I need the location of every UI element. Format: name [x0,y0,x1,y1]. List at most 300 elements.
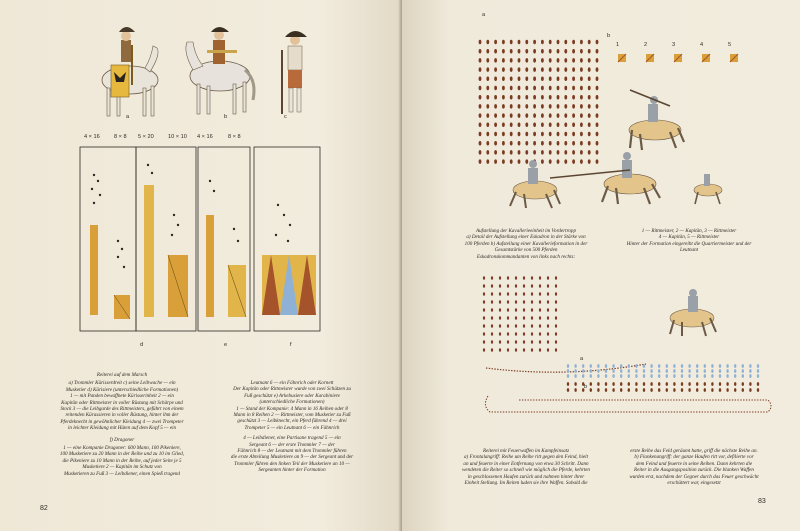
unit-mark [531,324,533,328]
unit-mark [494,58,497,62]
unit-mark [502,49,505,53]
unit-mark [502,67,505,71]
unit-mark [574,382,576,386]
caption-line: b) Flankenangriff: der ganze Haufen ritt vor, defilierte vor [634,454,754,461]
unit-mark [486,40,489,44]
formation-column [228,265,246,317]
caption-line: (unterschiedliche Formationen) [259,399,325,406]
unit-mark [567,382,569,386]
unit-mark [555,340,557,344]
unit-mark [555,284,557,288]
unit-mark [628,364,630,368]
unit-mark [658,388,660,392]
unit-mark [539,316,541,320]
unit-mark [681,388,683,392]
officer-number: 4 [700,42,704,48]
unit-mark [555,300,557,304]
fig-label-a-top: a [482,12,486,18]
unit-mark [564,67,567,71]
caption-line: Sergeant 6 — der erste Trommler 7 — der [249,441,335,448]
caption-line: Trompeter 5 — ein Leutnant 6 — ein Fähnrich [244,424,340,431]
unit-mark [491,300,493,304]
fig-label-a: a [126,114,130,120]
caption-line: Trommler führen den linken Teil der Musketiere an 10 — [234,460,350,467]
unit-mark [588,67,591,71]
unit-mark [605,364,607,368]
unit-mark [507,276,509,280]
caption-cavalry-march [42,372,202,477]
unit-mark [479,58,482,62]
unit-mark [507,308,509,312]
unit-mark [590,374,592,378]
fig-label-e: e [224,342,228,348]
unit-mark [547,316,549,320]
unit-mark [734,388,736,392]
caption-line: die Pikeniere zu 10 Mann in der Reihe, auf jeder Seite je 5 [62,457,182,464]
unit-mark [494,67,497,71]
unit-mark [499,276,501,280]
unit-mark [486,49,489,53]
unit-mark [757,382,759,386]
unit-mark [515,332,517,336]
unit-mark [499,284,501,288]
unit-mark [549,58,552,62]
unit-mark [510,58,513,62]
unit-mark [734,382,736,386]
illustration-pistol-rider [664,288,720,338]
illustration-riders [95,10,325,128]
unit-mark [597,364,599,368]
unit-mark [515,316,517,320]
unit-mark [531,332,533,336]
unit-mark [612,374,614,378]
unit-mark [726,382,728,386]
unit-mark [539,308,541,312]
caption-officers [614,228,764,254]
unit-mark [650,369,652,373]
unit-mark [605,374,607,378]
unit-mark [650,388,652,392]
unit-mark [499,292,501,296]
unit-mark [757,388,759,392]
unit-mark [681,364,683,368]
unit-mark [564,58,567,62]
unit-mark [635,369,637,373]
caption-line: Fähnrich 8 — der Leutnant mit dem Trommler führen [237,448,347,455]
unit-mark [734,369,736,373]
unit-mark [612,382,614,386]
unit-mark [658,364,660,368]
unit-mark [483,324,485,328]
unit-mark [658,374,660,378]
unit-mark [590,382,592,386]
unit-mark [531,292,533,296]
unit-mark [547,276,549,280]
unit-mark [523,308,525,312]
unit-mark [572,40,575,44]
unit-mark [531,340,533,344]
unit-mark [567,388,569,392]
unit-mark [597,374,599,378]
unit-mark [479,40,482,44]
unit-mark [711,382,713,386]
unit-mark [491,292,493,296]
unit-mark [539,284,541,288]
caption-cavalry-formation [446,228,606,260]
unit-mark [605,382,607,386]
unit-mark [666,382,668,386]
formation-size: 8 × 8 [114,134,127,140]
unit-mark [597,369,599,373]
unit-mark [612,364,614,368]
unit-mark [523,284,525,288]
unit-mark [574,364,576,368]
unit-mark [531,316,533,320]
unit-mark [666,369,668,373]
caption-line: a) Trommler Kürisserdreit c) seine Leibwache — ein [68,380,176,387]
unit-mark [704,388,706,392]
unit-mark [541,58,544,62]
knight-figure [550,152,660,204]
caption-line: 1 — eine Kompanie Dragoner: 600 Mann, 100 Pikeniere, [63,445,181,452]
caption-line: 100 Pferden b) Aufstellung einer Kavallerieformation in der [464,240,588,247]
unit-mark [742,364,744,368]
unit-mark [719,382,721,386]
unit-mark [696,374,698,378]
unit-mark [590,369,592,373]
unit-mark [483,284,485,288]
rider-b-figure [186,27,254,114]
caption-line: Aufstellung der Kavallerieeinheit im Vordertropp [475,228,577,234]
unit-mark [726,374,728,378]
unit-mark [549,40,552,44]
caption-line: 4 — Leibdiener, eine Partisane tragend 5 — ein [243,435,341,442]
unit-mark [696,388,698,392]
unit-mark [726,369,728,373]
caption-line: Reiter in die Ausgangsposition zurück. Die blanken Waffen [634,467,754,474]
unit-mark [757,369,759,373]
unit-mark [757,374,759,378]
unit-mark [557,67,560,71]
unit-mark [580,58,583,62]
unit-mark [704,364,706,368]
unit-mark [547,332,549,336]
unit-mark [658,382,660,386]
unit-mark [567,364,569,368]
unit-mark [666,374,668,378]
unit-mark [525,58,528,62]
caption-line: Stock 3 — die Leibgarde des Rittmeisters, geführt von einem [60,406,184,413]
caption-line: an und feuerte in einer Entfernung von etwa 30 Schritt. Dann [463,460,589,467]
knight-figure [510,160,560,208]
unit-mark [734,374,736,378]
unit-mark [533,58,536,62]
unit-mark [588,49,591,53]
unit-mark [539,300,541,304]
caption-line: in geschlossenen Haufen zurück und nahmen hinter ihrer [467,473,585,480]
unit-mark [612,369,614,373]
unit-mark [533,67,536,71]
unit-mark [557,58,560,62]
unit-mark [491,316,493,320]
caption-line: Gesamtstärke von 500 Pferden [494,247,558,254]
unit-mark [719,374,721,378]
caption-title: f) Dragoner [109,436,135,443]
caption-line: Mann in 8 Reihen 2 — Rittmeister, vom Musketier zu Fuß [233,412,351,419]
unit-mark [572,67,575,71]
unit-mark [515,284,517,288]
unit-mark [666,364,668,368]
officer-flag [618,54,626,62]
unit-mark [620,388,622,392]
unit-mark [539,292,541,296]
unit-mark [541,67,544,71]
unit-mark [547,308,549,312]
unit-mark [491,284,493,288]
unit-mark [533,49,536,53]
unit-mark [673,374,675,378]
unit-mark [673,382,675,386]
officer-number: 2 [644,42,648,48]
unit-mark [711,388,713,392]
unit-mark [518,67,521,71]
unit-mark [483,308,485,312]
unit-mark [515,276,517,280]
unit-mark [523,324,525,328]
unit-mark [572,58,575,62]
unit-mark [483,300,485,304]
formation-size: 8 × 8 [228,134,241,140]
caption-cavalry-continued [212,380,372,474]
unit-mark [650,364,652,368]
unit-mark [483,332,485,336]
unit-mark [494,40,497,44]
unit-mark [555,308,557,312]
unit-mark [726,388,728,392]
unit-mark [507,340,509,344]
formation-column [168,255,188,317]
unit-mark [499,324,501,328]
unit-mark [539,324,541,328]
unit-mark [605,369,607,373]
unit-mark [628,388,630,392]
unit-mark [483,340,485,344]
unit-mark [499,340,501,344]
caption-line: Eskadronskommandanten von links nach rechts: [476,253,576,260]
unit-mark [719,364,721,368]
caption-line: a) Frontalangriff: Reihe um Reihe ritt gegen den Feind, hielt [463,454,588,461]
unit-mark [726,364,728,368]
page-number-right: 83 [758,498,766,505]
caption-line: 1 — Stand der Kompanie: 4 Mann in 16 Reihen oder 8 [236,405,348,412]
unit-mark [742,374,744,378]
unit-mark [549,49,552,53]
fig-label-d: d [140,342,144,348]
unit-mark [704,369,706,373]
unit-mark [479,67,482,71]
unit-mark [749,369,751,373]
caption-fire-right [614,448,774,486]
unit-mark [507,284,509,288]
unit-mark [628,374,630,378]
caption-line: Leutnant 6 — ein Fähnrich oder Kornett [250,380,334,386]
unit-mark [507,332,509,336]
unit-mark [507,348,509,352]
unit-mark [499,332,501,336]
officer-number: 1 [616,42,620,48]
caption-line: Kapitän oder Rittmeister in voller Rüstung mit Schärpe und [61,399,183,406]
unit-mark [596,58,599,62]
unit-mark [564,49,567,53]
unit-mark [557,40,560,44]
unit-mark [757,364,759,368]
unit-mark [483,276,485,280]
unit-mark [491,340,493,344]
unit-mark [673,388,675,392]
unit-mark [704,374,706,378]
caption-line: Pferdeknecht in gewöhnlicher Kleidung 4 — zwei Trompeter [60,418,184,425]
caption-line: Einheit Stellung. Im Reiten luden sie ihre Waffen. Sobald die [464,480,588,487]
caption-line: wendeten die Reiter so schnell wie möglich die Pferde, kehrten [462,467,590,474]
unit-mark [486,58,489,62]
officer-flag [730,54,738,62]
unit-mark [749,388,751,392]
unit-mark [596,67,599,71]
unit-mark [491,276,493,280]
unit-mark [510,40,513,44]
unit-mark [711,364,713,368]
officer-flag [702,54,710,62]
caption-line: geschützt 3 — Leibknecht, ein Pferd führend 4 — drei [237,418,347,425]
caption-line: wurden erst, nachdem der Gegner durch das Feuer geschwächt [629,473,759,480]
caption-line: Sergeanten hinter der Formation [258,467,326,474]
caption-line: in leichter Kleidung mit Hüten auf dem Kopf 5 — ein [67,425,177,432]
unit-mark [643,382,645,386]
rider-a-figure [102,27,158,116]
illustration-knights [480,80,730,220]
unit-mark [704,382,706,386]
unit-mark [518,49,521,53]
unit-mark [515,348,517,352]
unit-mark [502,40,505,44]
unit-mark [518,40,521,44]
caption-line: Reiterei mit Feuerwaffen im Kampfeinsatz [482,448,570,454]
unit-mark [547,292,549,296]
unit-mark [742,382,744,386]
unit-mark [555,324,557,328]
fig-label-f: f [290,342,292,348]
unit-mark [523,348,525,352]
unit-mark [491,332,493,336]
caption-line: a) Detail der Aufstellung einer Eskadron in der Stärke von [466,234,586,241]
officer-flags [612,36,762,70]
unit-mark [711,374,713,378]
unit-mark [541,49,544,53]
musketeer-c-figure [281,31,307,114]
fig-label-b-bottom: b [584,384,588,390]
caption-line: Leutnant [679,247,699,254]
unit-mark [734,364,736,368]
unit-mark [749,374,751,378]
unit-mark [635,382,637,386]
unit-mark [564,40,567,44]
caption-line: die erste Abteilung Musketiere an 9 — der Sergeant und der [230,454,354,461]
unit-mark [547,284,549,288]
unit-mark [523,332,525,336]
unit-mark [494,49,497,53]
unit-mark [673,364,675,368]
knight-figure [629,90,684,150]
unit-mark [688,388,690,392]
fig-label-b-top: b [607,33,611,39]
unit-mark [580,49,583,53]
unit-mark [491,308,493,312]
caption-line: reitenden Kürassieren in voller Rüstung, hinter ihm der [65,412,179,419]
unit-mark [574,369,576,373]
unit-mark [539,340,541,344]
unit-mark [749,382,751,386]
unit-mark [574,388,576,392]
unit-mark [643,388,645,392]
unit-mark [518,58,521,62]
unit-mark [620,364,622,368]
dragoon-formation [262,255,316,315]
officer-flag [646,54,654,62]
unit-mark [597,382,599,386]
unit-mark [547,348,549,352]
unit-mark [539,348,541,352]
caption-line: Hinter der Formation eingereiht die Quartiermeister und der [626,240,752,247]
unit-mark [499,308,501,312]
unit-mark [491,324,493,328]
unit-mark [635,388,637,392]
unit-mark [688,369,690,373]
unit-mark [580,40,583,44]
unit-mark [547,340,549,344]
unit-mark [628,369,630,373]
unit-mark [531,276,533,280]
unit-mark [515,324,517,328]
fig-label-b: b [224,114,228,120]
unit-mark [523,316,525,320]
unit-mark [555,292,557,296]
unit-mark [549,67,552,71]
unit-mark [590,388,592,392]
unit-mark [523,340,525,344]
unit-mark [688,374,690,378]
formation-column [114,295,130,319]
unit-mark [605,388,607,392]
unit-mark [491,348,493,352]
unit-mark [650,374,652,378]
unit-mark [567,369,569,373]
unit-mark [531,300,533,304]
unit-mark [507,292,509,296]
unit-mark [580,67,583,71]
formations-diagram [78,145,322,335]
unit-mark [547,324,549,328]
unit-mark [582,369,584,373]
unit-mark [650,382,652,386]
officer-flag [674,54,682,62]
unit-mark [515,308,517,312]
unit-mark [531,284,533,288]
unit-mark [525,67,528,71]
unit-mark [502,58,505,62]
caption-line: Musketieren zu Fuß 3 — Leibdiener, einen Spieß tragend [64,470,180,477]
unit-mark [582,364,584,368]
unit-mark [673,369,675,373]
